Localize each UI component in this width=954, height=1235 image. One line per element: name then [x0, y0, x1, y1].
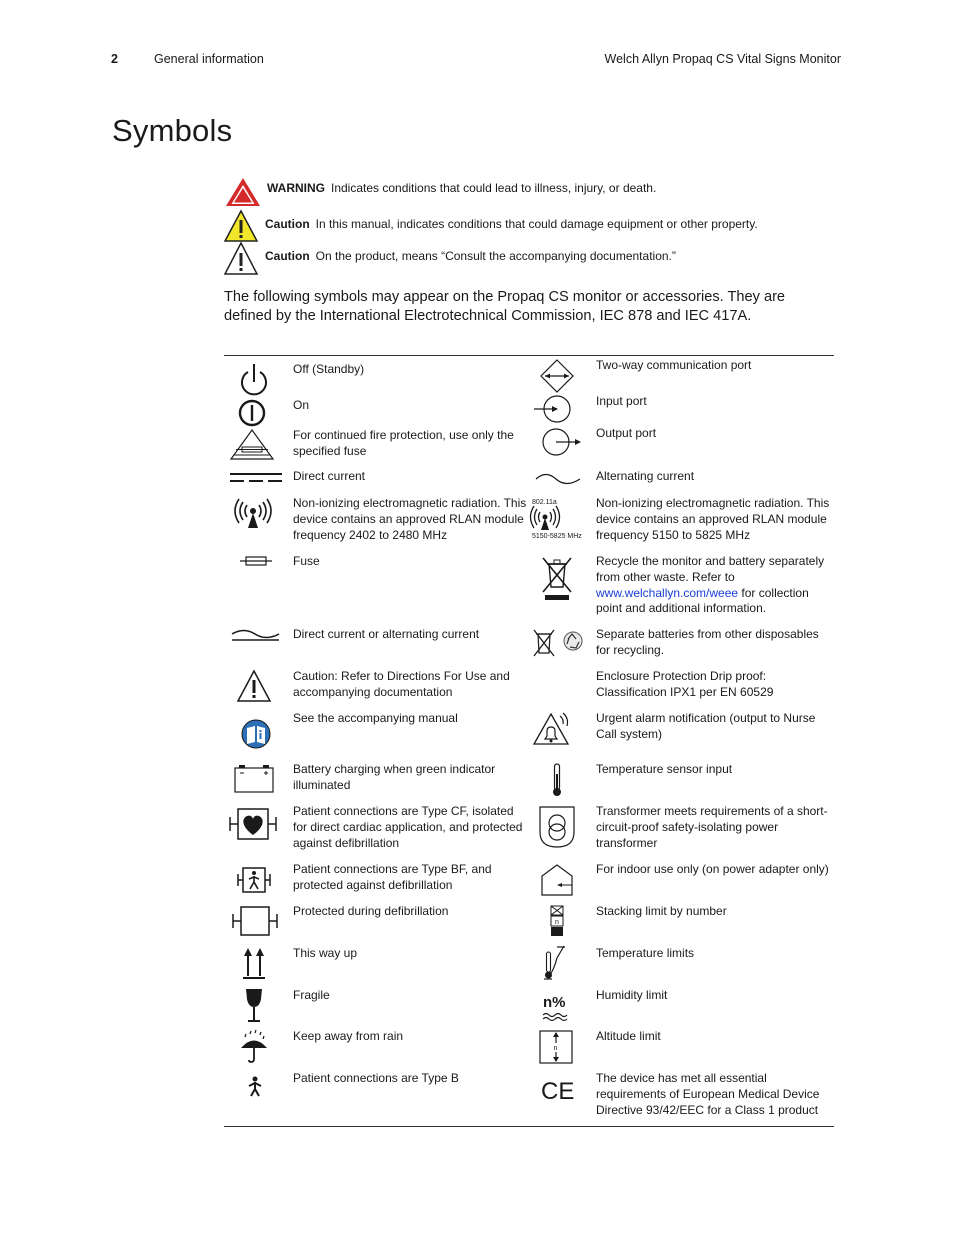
this-way-up-icon	[224, 946, 284, 982]
rf-radiation-5ghz-icon	[524, 496, 590, 542]
type-b-icon	[224, 1071, 284, 1101]
stacking-limit-icon	[524, 904, 590, 940]
symbol-description: Stacking limit by number	[596, 904, 727, 918]
symbol-description: Fragile	[293, 988, 330, 1002]
warning-label: WARNING	[267, 181, 325, 195]
page-number: 2	[111, 52, 118, 66]
symbol-description: On	[293, 398, 310, 412]
humidity-limit-icon	[524, 988, 590, 1024]
fragile-icon	[224, 988, 284, 1024]
type-bf-icon	[224, 862, 284, 896]
symbol-description: Protected during defibrillation	[293, 904, 449, 918]
output-port-icon	[524, 426, 590, 458]
on-icon	[224, 398, 284, 428]
symbol-description: For continued fire protection, use only the specified fuse	[293, 428, 514, 458]
symbol-description: Transformer meets requirements of a short-circuit-proof safety-isolating power transformer	[596, 804, 828, 850]
symbol-description: Direct current	[293, 469, 366, 483]
symbol-description: See the accompanying manual	[293, 711, 458, 725]
dc-ac-icon	[224, 627, 284, 647]
indoor-use-icon	[524, 862, 590, 898]
ce-mark-label: CE	[541, 1078, 575, 1105]
caution-label: Caution	[265, 249, 310, 263]
symbol-description: Patient connections are Type CF, isolated for direct cardiac application, and protected against defibrillation	[293, 804, 523, 850]
warning-triangle-icon	[224, 176, 262, 208]
symbol-description: Altitude limit	[596, 1029, 661, 1043]
symbol-description: Off (Standby)	[293, 362, 365, 376]
symbol-description: Caution: Refer to Directions For Use and accompanying documentation	[293, 669, 510, 699]
temperature-limits-icon	[524, 946, 590, 982]
symbols-table	[224, 355, 834, 1127]
altitude-limit-icon	[524, 1029, 590, 1065]
type-cf-icon	[224, 804, 284, 844]
caution-text: In this manual, indicates conditions that could damage equipment or other property.	[315, 217, 758, 231]
ce-mark-icon	[524, 1071, 590, 1107]
symbol-description: This way up	[293, 946, 358, 960]
page-title: Symbols	[112, 113, 233, 148]
symbol-description: Patient connections are Type BF, and protected against defibrillation	[293, 862, 492, 892]
symbol-description	[596, 554, 832, 617]
symbol-description: Input port	[596, 394, 647, 408]
symbol-description: Separate batteries from other disposables for recycling.	[596, 627, 819, 657]
symbol-description: Humidity limit	[596, 988, 668, 1002]
symbol-description: Keep away from rain	[293, 1029, 404, 1043]
rf-frequency-label: 5150-5825 MHz	[532, 533, 582, 540]
thermometer-icon	[524, 762, 590, 798]
input-port-icon	[524, 394, 590, 424]
weee-text-after: for collection point and additional information.	[596, 585, 809, 616]
symbol-description: Patient connections are Type B	[293, 1071, 459, 1085]
fuse-icon	[224, 554, 284, 574]
symbol-description: Non-ionizing electromagnetic radiation. This device contains an approved RLAN module frequency 5150 to 5825 MHz	[596, 496, 830, 542]
caution-icon	[224, 669, 284, 705]
stacking-limit-label: n	[555, 919, 559, 926]
weee-link[interactable]: www.welchallyn.com/weee	[596, 585, 739, 600]
symbol-description: Temperature sensor input	[596, 762, 733, 776]
symbol-description: Direct current or alternating current	[293, 627, 480, 641]
rf-radiation-icon	[224, 496, 284, 532]
off-standby-icon	[224, 362, 284, 398]
battery-icon	[224, 762, 284, 794]
warning-text: Indicates conditions that could lead to illness, injury, or death.	[331, 181, 657, 195]
manual-icon	[224, 711, 284, 751]
caution-label: Caution	[265, 217, 310, 231]
symbol-description: The device has met all essential requirements of European Medical Device Directive 93/42/EEC for a Class 1 product	[596, 1071, 820, 1117]
transformer-icon	[524, 804, 590, 850]
symbol-description: Temperature limits	[596, 946, 695, 960]
symbol-description: Urgent alarm notification (output to Nurse Call system)	[596, 711, 816, 741]
symbol-description: Fuse	[293, 554, 320, 568]
symbol-description: Output port	[596, 426, 657, 440]
altitude-limit-label: n	[553, 1045, 558, 1052]
symbol-description: Two-way communication port	[596, 358, 752, 372]
symbol-description: For indoor use only (on power adapter only)	[596, 862, 829, 876]
intro-paragraph: The following symbols may appear on the Propaq CS monitor or accessories. They are defined by the International Electrotechnical Commission, IEC 878 and IEC 417A.	[224, 289, 786, 324]
weee-text-before: Recycle the monitor and battery separately from other waste. Refer to	[596, 554, 825, 584]
symbol-description: Battery charging when green indicator illuminated	[293, 762, 496, 792]
humidity-limit-label: n%	[543, 994, 566, 1011]
battery-recycle-icon	[524, 627, 590, 659]
document-title: Welch Allyn Propaq CS Vital Signs Monitor	[604, 52, 841, 66]
nurse-call-icon	[524, 711, 590, 747]
caution-triangle-icon	[224, 209, 260, 243]
caution-note-manual	[224, 209, 824, 241]
fuse-warning-icon	[224, 428, 284, 462]
caution-note-product	[224, 241, 824, 273]
two-way-port-icon	[524, 358, 590, 394]
caution-outline-triangle-icon	[224, 241, 260, 277]
symbol-description: Alternating current	[596, 469, 695, 483]
direct-current-icon	[224, 469, 284, 489]
symbol-description: Enclosure Protection Drip proof: Classification IPX1 per EN 60529	[596, 669, 774, 699]
section-title: General information	[154, 52, 264, 66]
umbrella-icon	[224, 1029, 284, 1065]
weee-icon	[524, 554, 590, 604]
rf-band-label: 802.11a	[532, 499, 557, 506]
defib-protected-icon	[224, 904, 284, 938]
warning-note	[224, 176, 824, 208]
alternating-current-icon	[524, 469, 590, 489]
symbol-description: Non-ionizing electromagnetic radiation. This device contains an approved RLAN module frequency 2402 to 2480 MHz	[293, 496, 527, 542]
caution-text: On the product, means “Consult the accompanying documentation.”	[315, 249, 676, 263]
